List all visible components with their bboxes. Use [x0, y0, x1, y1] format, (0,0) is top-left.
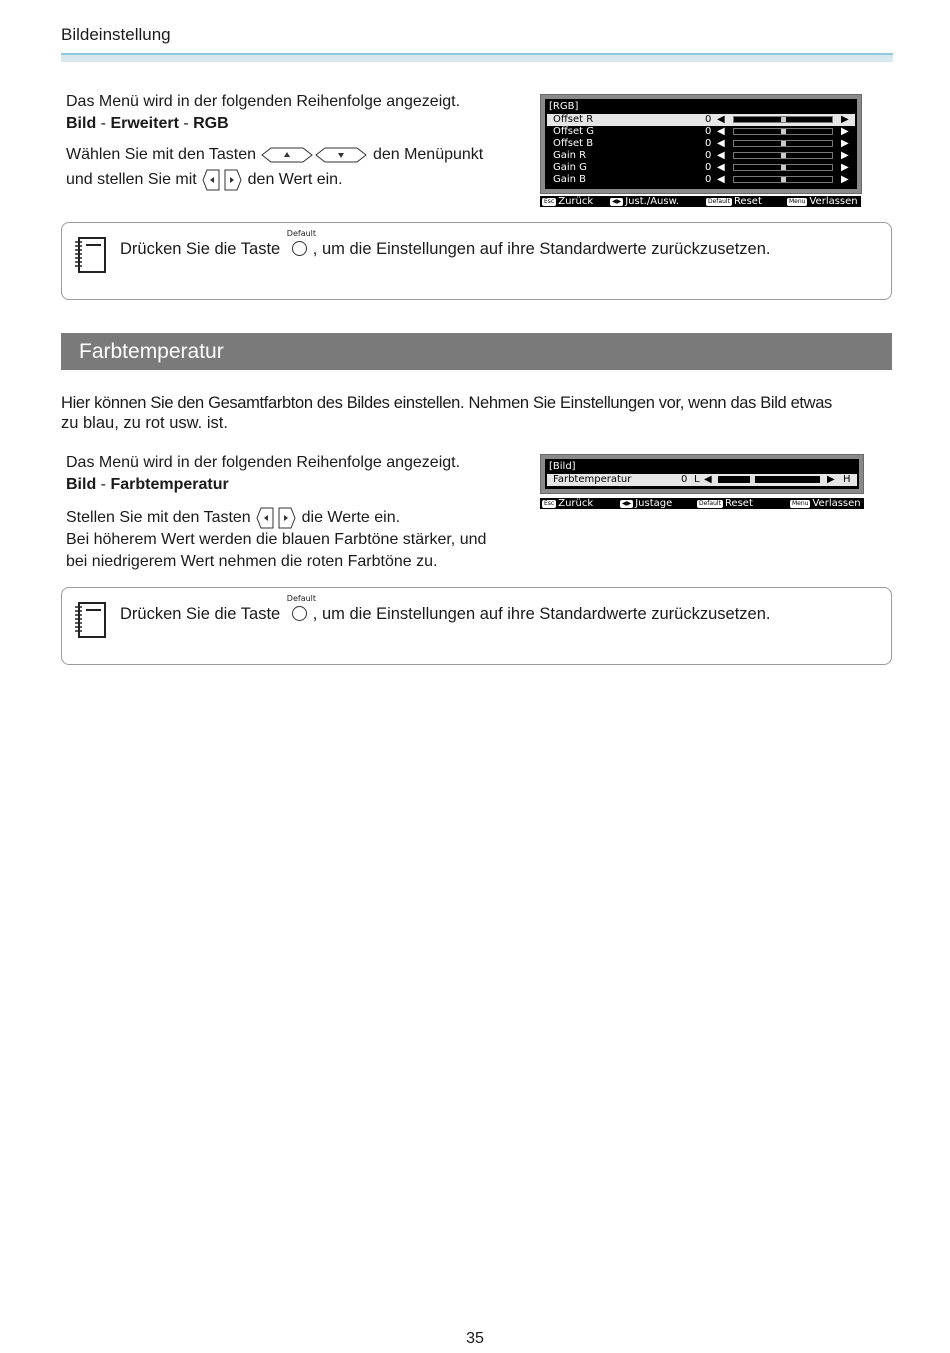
osd-bild-slider-track: [718, 476, 820, 483]
farb-line-4: Bei höherem Wert werden die blauen Farbtöne stärker, und: [66, 531, 487, 549]
osd-rgb-row: [547, 138, 855, 150]
default-key: Default: [708, 198, 730, 205]
note-icon: [73, 236, 107, 274]
note-icon: [73, 601, 107, 639]
osd-rgb-row-value: 0: [705, 162, 712, 173]
note-1-text-a: Drücken Sie die Taste: [120, 240, 281, 258]
header-rule: [61, 53, 893, 62]
right-arrow-icon: ▶: [841, 150, 849, 161]
osd-rgb-slider-track: [733, 128, 833, 135]
osd-bild-footer: [540, 498, 864, 509]
osd-bild-footer-exit: [790, 498, 861, 509]
rgb-line-3-b: den Menüpunkt: [372, 146, 484, 163]
osd-bild-row-value: 0: [681, 474, 688, 485]
exit-label: Verlassen: [812, 498, 861, 509]
osd-rgb-slider-thumb: [781, 129, 786, 134]
page-number: 35: [466, 1330, 484, 1347]
left-arrow-icon: ◀: [704, 474, 712, 485]
note-2-text-a: Drücken Sie die Taste: [120, 605, 281, 623]
farb-line-3-b: die Werte ein.: [301, 509, 401, 527]
reset-label: Reset: [724, 498, 753, 509]
left-arrow-icon: ◀: [717, 162, 725, 173]
right-arrow-icon: ▶: [841, 126, 849, 137]
left-button-icon: [202, 169, 221, 191]
farb-line-3: [66, 507, 531, 529]
right-button-icon: [223, 169, 242, 191]
osd-rgb-slider-track: [733, 176, 833, 183]
osd-bild-footer-back: [542, 498, 593, 509]
osd-rgb-footer-reset: [706, 196, 762, 207]
left-arrow-icon: ◀: [717, 174, 725, 185]
default-key: Default: [699, 500, 721, 507]
osd-bild-footer-nav: [620, 498, 672, 509]
path-sep-2: -: [178, 115, 194, 132]
osd-rgb-row-label: Offset B: [553, 138, 594, 149]
osd-bild-slider-thumb: [750, 476, 755, 483]
rgb-line-4-b: den Wert ein.: [247, 171, 343, 189]
default-button-label: Default: [286, 229, 317, 238]
down-button-icon: [315, 147, 367, 163]
osd-rgb-slider-track: [733, 140, 833, 147]
osd-rgb-row-value: 0: [705, 114, 712, 125]
farb-line-1: Das Menü wird in der folgenden Reihenfolge angezeigt.: [66, 454, 461, 471]
osd-rgb-footer-exit: [787, 196, 858, 207]
osd-rgb-row-label: Gain R: [553, 150, 587, 161]
section-intro: [61, 393, 901, 433]
intro-line-1: Hier können Sie den Gesamtfarbton des Bildes einstellen. Nehmen Sie Einstellungen vor, wenn das Bild etwas: [61, 394, 832, 412]
osd-rgb-title: [RGB]: [549, 101, 579, 112]
osd-rgb-slider-thumb: [781, 153, 786, 158]
path-bild-2: Bild: [66, 476, 97, 493]
note-2-text: [120, 594, 771, 624]
osd-rgb-slider-track: [733, 152, 833, 159]
rgb-line-1: Das Menü wird in der folgenden Reihenfolge angezeigt.: [66, 93, 461, 110]
farb-menu-path: [66, 474, 531, 496]
right-arrow-icon: ▶: [841, 138, 849, 149]
osd-bild-panel: [545, 459, 859, 489]
osd-rgb-row-value: 0: [705, 126, 712, 137]
path-sep-1: -: [96, 115, 111, 132]
osd-rgb-row: [547, 126, 855, 138]
osd-bild-row-label: Farbtemperatur: [553, 474, 632, 485]
rgb-instructions: [66, 91, 526, 191]
farb-line-3-a: Stellen Sie mit den Tasten: [66, 509, 251, 527]
esc-key: Esc: [544, 198, 555, 205]
section-heading: Farbtemperatur: [61, 333, 892, 370]
nav-label: Justage: [635, 498, 673, 509]
default-button-label: Default: [286, 594, 317, 603]
osd-rgb-row-value: 0: [705, 150, 712, 161]
osd-rgb-slider-thumb: [781, 177, 786, 182]
rgb-menu-path: [66, 113, 526, 135]
left-arrow-icon: ◀: [717, 138, 725, 149]
osd-rgb-row: [547, 150, 855, 162]
osd-rgb-row: [547, 174, 855, 186]
osd-rgb-menu: [540, 94, 862, 194]
default-button-icon: [286, 594, 317, 622]
path-rgb: RGB: [193, 115, 229, 132]
left-button-icon: [256, 507, 275, 529]
osd-rgb-footer-nav: [610, 196, 679, 207]
path-farbtemperatur: Farbtemperatur: [110, 476, 229, 493]
path-sep-3: -: [96, 476, 111, 493]
rgb-line-3-a: Wählen Sie mit den Tasten: [66, 146, 257, 163]
osd-rgb-footer-back: [542, 196, 593, 207]
osd-rgb-slider-track: [733, 116, 833, 123]
default-button-icon: [286, 229, 317, 257]
osd-rgb-row: [547, 162, 855, 174]
intro-line-2: zu blau, zu rot usw. ist.: [61, 414, 228, 432]
menu-key: Menu: [792, 500, 809, 507]
rgb-line-4: [66, 169, 526, 191]
osd-bild-title: [Bild]: [549, 461, 576, 472]
osd-rgb-row-label: Gain B: [553, 174, 587, 185]
left-arrow-icon: ◀: [717, 114, 725, 125]
note-1-text: [120, 229, 771, 259]
default-button-circle: [292, 606, 307, 621]
left-arrow-icon: ◀: [717, 126, 725, 137]
rgb-line-4-a: und stellen Sie mit: [66, 171, 197, 189]
note-box-1: [61, 222, 892, 300]
osd-bild-row: [547, 474, 857, 486]
back-label: Zurück: [558, 196, 594, 207]
path-bild: Bild: [66, 115, 97, 132]
osd-bild-footer-reset: [697, 498, 753, 509]
osd-rgb-row: [547, 114, 855, 126]
up-button-icon: [261, 147, 313, 163]
reset-label: Reset: [733, 196, 762, 207]
osd-bild-menu: [540, 454, 864, 494]
note-box-2: [61, 587, 892, 665]
left-arrow-icon: ◀: [717, 150, 725, 161]
right-arrow-icon: ▶: [827, 474, 835, 485]
osd-rgb-slider-track: [733, 164, 833, 171]
farb-line-5: bei niedrigerem Wert nehmen die roten Farbtöne zu.: [66, 553, 438, 571]
esc-key: Esc: [544, 500, 555, 507]
path-erweitert: Erweitert: [110, 115, 179, 132]
arrows-key-icon: ◀▶: [622, 500, 632, 507]
osd-rgb-footer: [540, 196, 861, 207]
right-arrow-icon: ▶: [841, 162, 849, 173]
back-label: Zurück: [558, 498, 594, 509]
arrows-key-icon: ◀▶: [612, 198, 622, 205]
osd-rgb-slider-thumb: [781, 117, 786, 122]
right-button-icon: [277, 507, 296, 529]
osd-rgb-row-value: 0: [705, 174, 712, 185]
osd-rgb-row-label: Offset R: [553, 114, 594, 125]
exit-label: Verlassen: [809, 196, 858, 207]
running-header: Bildeinstellung: [61, 25, 171, 44]
default-button-circle: [292, 241, 307, 256]
osd-rgb-row-label: Offset G: [553, 126, 594, 137]
rgb-line-3: [66, 144, 526, 166]
right-arrow-icon: ▶: [841, 114, 849, 125]
farb-instructions: [66, 452, 531, 573]
note-2-text-b: , um die Einstellungen auf ihre Standardwerte zurückzusetzen.: [312, 605, 771, 623]
osd-bild-low-label: L: [694, 474, 700, 485]
nav-label: Just./Ausw.: [625, 196, 680, 207]
osd-rgb-row-value: 0: [705, 138, 712, 149]
note-1-text-b: , um die Einstellungen auf ihre Standardwerte zurückzusetzen.: [312, 240, 771, 258]
right-arrow-icon: ▶: [841, 174, 849, 185]
osd-rgb-slider-thumb: [781, 165, 786, 170]
osd-bild-high-label: H: [843, 474, 851, 485]
osd-rgb-panel: [545, 99, 857, 189]
osd-rgb-row-label: Gain G: [553, 162, 587, 173]
menu-key: Menu: [789, 198, 806, 205]
osd-rgb-slider-thumb: [781, 141, 786, 146]
